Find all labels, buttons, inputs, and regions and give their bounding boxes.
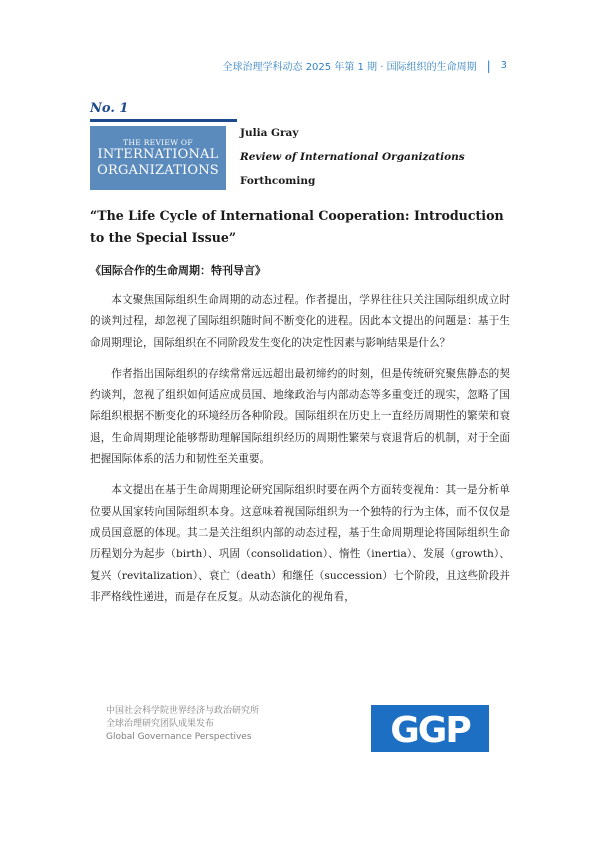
entry-number-underline bbox=[90, 119, 237, 122]
journal-logo-line2: INTERNATIONAL bbox=[97, 146, 219, 162]
author-name: Julia Gray bbox=[240, 127, 299, 139]
publication-status: Forthcoming bbox=[240, 175, 316, 187]
journal-logo-line3: ORGANIZATIONS bbox=[97, 162, 219, 178]
body-paragraph: 本文提出在基于生命周期理论研究国际组织时要在两个方面转变视角：其一是分析单位要从国家转向国际组织本身。这意味着视国际组织为一个独特的行为主体，而不仅仅是成员国意愿的体现。其二是关注组织内部的动态过程，基于生命周期理论将国际组织生命历程划分为起步（birth）、巩固（consolidation）、惰性（inertia）、发展（growth）、复兴（revitalization）、衰亡（death）和继任（succession）七个阶段，且这些阶段并非严格线性递进，而是存在反复。从动态演化的视角看， bbox=[90, 484, 510, 603]
footer-line-2: 全球治理研究团队成果发布 bbox=[106, 719, 215, 729]
footer-line-3: Global Governance Perspectives bbox=[106, 732, 252, 742]
body-paragraph: 本文聚焦国际组织生命周期的动态过程。作者提出，学界往往只关注国际组织成立时的谈判过程，却忽视了国际组织随时间不断变化的进程。因此本文提出的问题是：基于生命周期理论，国际组织在不同阶段发生变化的决定性因素与影响结果是什么？ bbox=[90, 294, 510, 349]
article-meta bbox=[240, 126, 465, 198]
journal-logo-line1: THE REVIEW OF bbox=[123, 137, 193, 147]
article-title-en: “The Life Cycle of International Cooperation: Introduction to the Special Issue” bbox=[90, 208, 504, 245]
ggp-logo bbox=[371, 705, 489, 752]
journal-cover-logo bbox=[90, 126, 226, 190]
page-number: 3 bbox=[500, 60, 507, 71]
running-title: 全球治理学科动态 2025 年第 1 期 · 国际组织的生命周期 bbox=[222, 62, 477, 73]
article-title-cn: 《国际合作的生命周期：特刊导言》 bbox=[90, 264, 266, 277]
footer-institution bbox=[106, 705, 259, 744]
entry-number: No. 1 bbox=[90, 101, 129, 116]
header-separator: | bbox=[486, 58, 491, 73]
running-header bbox=[223, 58, 507, 73]
footer-line-1: 中国社会科学院世界经济与政治研究所 bbox=[106, 706, 260, 716]
journal-name: Review of International Organizations bbox=[240, 151, 465, 163]
article-body bbox=[90, 290, 510, 618]
body-paragraph: 作者指出国际组织的存续常常远远超出最初缔约的时刻，但是传统研究聚焦静态的契约谈判，忽视了组织如何适应成员国、地缘政治与内部动态等多重变迁的现实，忽略了国际组织根据不断变化的环境经历各种阶段。国际组织在历史上一直经历周期性的繁荣和衰退，生命周期理论能够帮助理解国际组织经历的周期性繁荣与衰退背后的机制，对于全面把握国际体系的活力和韧性至关重要。 bbox=[90, 367, 510, 466]
ggp-logo-mark bbox=[378, 709, 482, 749]
ggp-logo-text: GGP bbox=[390, 709, 470, 749]
